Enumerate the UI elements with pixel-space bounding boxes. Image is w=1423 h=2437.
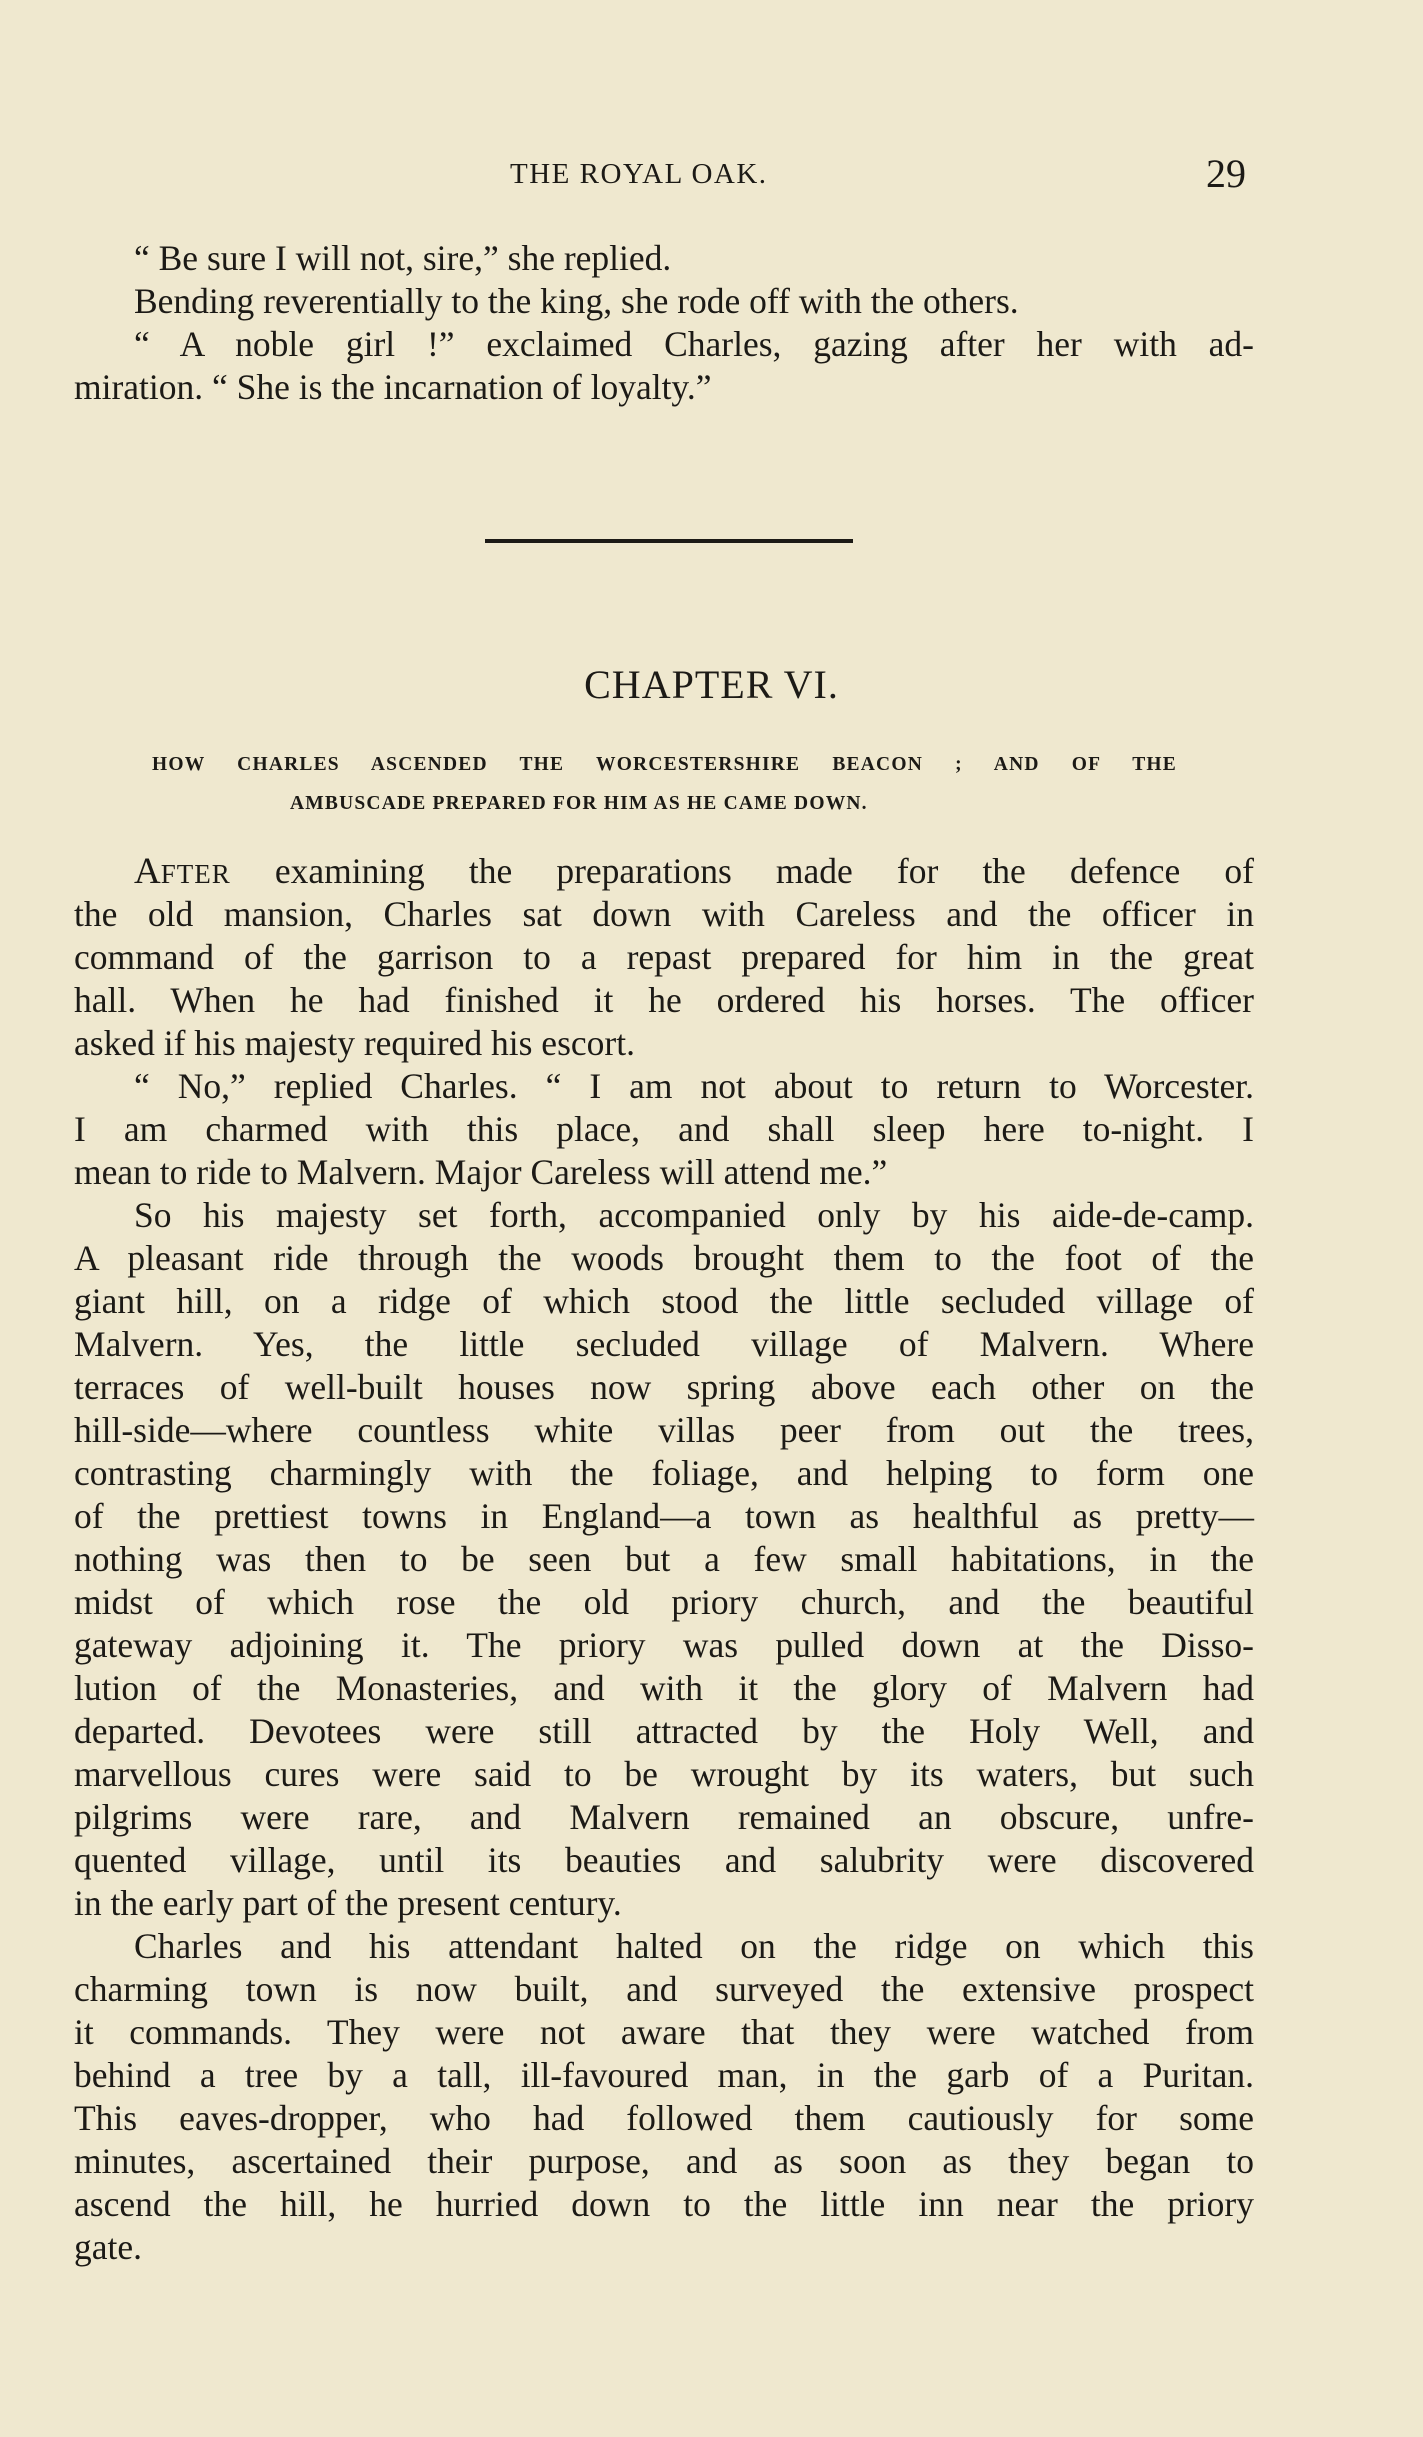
text-line: hall. When he had finished it he ordered his horses. The officer xyxy=(74,980,1254,1020)
text-line: contrasting charmingly with the foliage, and helping to form one xyxy=(74,1453,1254,1493)
text-line: the old mansion, Charles sat down with Careless and the officer in xyxy=(74,894,1254,934)
text-line xyxy=(134,851,1254,891)
text-line-rest: examining the preparations made for the defence of xyxy=(230,851,1254,891)
text-line: asked if his majesty required his escort. xyxy=(74,1023,635,1063)
text-line: miration. “ She is the incarnation of loyalty.” xyxy=(74,367,712,407)
text-line: command of the garrison to a repast prepared for him in the great xyxy=(74,937,1254,977)
text-line: midst of which rose the old priory church, and the beautiful xyxy=(74,1582,1254,1622)
text-line: Bending reverentially to the king, she rode off with the others. xyxy=(134,281,1019,321)
text-line: hill-side—where countless white villas peer from out the trees, xyxy=(74,1410,1254,1450)
text-line: of the prettiest towns in England—a town as healthful as pretty— xyxy=(74,1496,1254,1536)
text-line: minutes, ascertained their purpose, and as soon as they began to xyxy=(74,2141,1254,2181)
text-line: “ A noble girl !” exclaimed Charles, gazing after her with ad- xyxy=(134,324,1254,364)
text-line: “ Be sure I will not, sire,” she replied. xyxy=(134,238,672,278)
initial-capital: A xyxy=(134,851,161,892)
text-line: Malvern. Yes, the little secluded village of Malvern. Where xyxy=(74,1324,1254,1364)
text-line: quented village, until its beauties and salubrity were discovered xyxy=(74,1840,1254,1880)
text-line: pilgrims were rare, and Malvern remained an obscure, unfre- xyxy=(74,1797,1254,1837)
chapter-title: CHAPTER VI. xyxy=(584,662,839,707)
text-line: behind a tree by a tall, ill-favoured man, in the garb of a Puritan. xyxy=(74,2055,1254,2095)
text-line: gateway adjoining it. The priory was pulled down at the Disso- xyxy=(74,1625,1254,1665)
chapter-subtitle-line: AMBUSCADE PREPARED FOR HIM AS HE CAME DOWN. xyxy=(290,793,868,814)
text-line: giant hill, on a ridge of which stood the little secluded village of xyxy=(74,1281,1254,1321)
text-line: gate. xyxy=(74,2227,143,2267)
text-line: I am charmed with this place, and shall sleep here to-night. I xyxy=(74,1109,1254,1149)
text-line: lution of the Monasteries, and with it the glory of Malvern had xyxy=(74,1668,1254,1708)
text-line: terraces of well-built houses now spring above each other on the xyxy=(74,1367,1254,1407)
chapter-subtitle-line: HOW CHARLES ASCENDED THE WORCESTERSHIRE BEACON ; AND OF THE xyxy=(152,754,1177,775)
text-line: in the early part of the present century. xyxy=(74,1883,622,1923)
text-line: A pleasant ride through the woods brought them to the foot of the xyxy=(74,1238,1254,1278)
text-line: So his majesty set forth, accompanied only by his aide-de-camp. xyxy=(134,1195,1254,1235)
text-line: marvellous cures were said to be wrought by its waters, but such xyxy=(74,1754,1254,1794)
text-line: Charles and his attendant halted on the ridge on which this xyxy=(134,1926,1254,1966)
page-number: 29 xyxy=(1206,151,1246,196)
running-title: THE ROYAL OAK. xyxy=(510,158,768,190)
text-line: nothing was then to be seen but a few small habitations, in the xyxy=(74,1539,1254,1579)
text-line: ascend the hill, he hurried down to the little inn near the priory xyxy=(74,2184,1254,2224)
text-line: it commands. They were not aware that they were watched from xyxy=(74,2012,1254,2052)
text-line: “ No,” replied Charles. “ I am not about to return to Worcester. xyxy=(134,1066,1254,1106)
text-line: departed. Devotees were still attracted by the Holy Well, and xyxy=(74,1711,1254,1751)
text-line: mean to ride to Malvern. Major Careless will attend me.” xyxy=(74,1152,888,1192)
text-line: This eaves-dropper, who had followed them cautiously for some xyxy=(74,2098,1254,2138)
first-word-smallcaps: FTER xyxy=(160,859,231,889)
section-divider xyxy=(485,539,853,543)
text-line: charming town is now built, and surveyed the extensive prospect xyxy=(74,1969,1254,2009)
